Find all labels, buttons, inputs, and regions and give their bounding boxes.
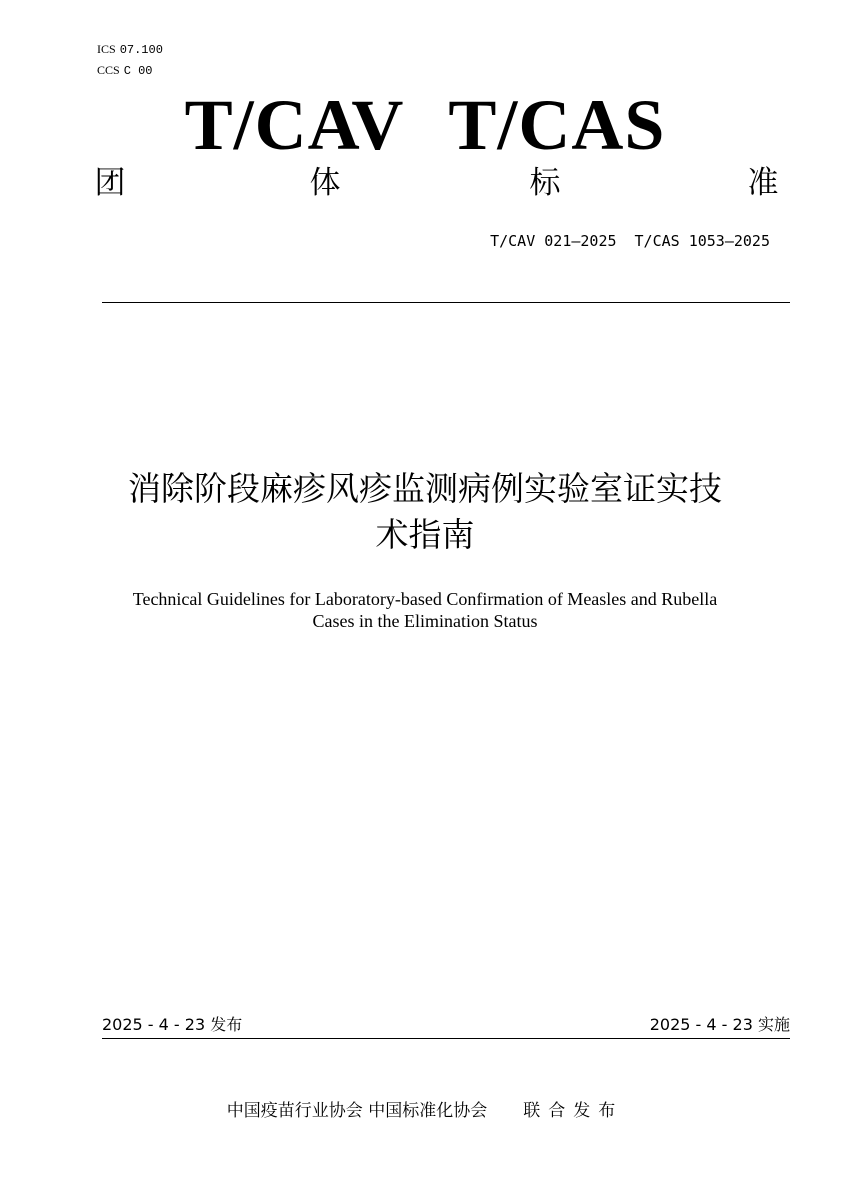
standard-type-char-4: 准 <box>747 165 779 201</box>
bottom-divider <box>102 1038 790 1039</box>
top-divider <box>102 302 790 303</box>
issue-date: 2025 - 4 - 23 发布 <box>102 1015 243 1034</box>
standard-number-cav: T/CAV 021—2025 <box>490 232 617 250</box>
publisher-cas: 中国标准化协会 <box>368 1101 488 1121</box>
title-chinese <box>100 466 750 558</box>
title-english <box>100 588 750 632</box>
implementation-date: 2025 - 4 - 23 实施 <box>649 1015 790 1034</box>
organization-codes <box>0 82 850 168</box>
title-chinese-line-1: 消除阶段麻疹风疹监测病例实验室证实技 <box>128 469 722 508</box>
standard-type-char-3: 标 <box>529 165 561 201</box>
title-english-line-2: Cases in the Elimination Status <box>312 611 538 631</box>
ccs-value: C 00 <box>123 64 153 78</box>
ccs-code <box>97 62 153 79</box>
org-code-cav: T/CAV <box>184 85 405 165</box>
standard-number <box>490 230 770 252</box>
standard-type-char-2: 体 <box>309 165 341 201</box>
ccs-label: CCS <box>97 63 120 77</box>
standard-number-cas: T/CAS 1053—2025 <box>634 232 770 250</box>
org-code-cas: T/CAS <box>448 85 666 165</box>
ics-code <box>97 41 163 58</box>
joint-release-label: 联合发布 <box>523 1101 624 1121</box>
title-chinese-line-2: 术指南 <box>375 515 475 554</box>
standard-type-char-1: 团 <box>94 165 126 201</box>
ics-value: 07.100 <box>119 43 163 57</box>
title-english-line-1: Technical Guidelines for Laboratory-based Confirmation of Measles and Rubella <box>132 589 718 609</box>
ics-label: ICS <box>97 42 116 56</box>
publisher-cva: 中国疫苗行业协会 <box>226 1101 363 1121</box>
publisher-line <box>0 1099 850 1123</box>
